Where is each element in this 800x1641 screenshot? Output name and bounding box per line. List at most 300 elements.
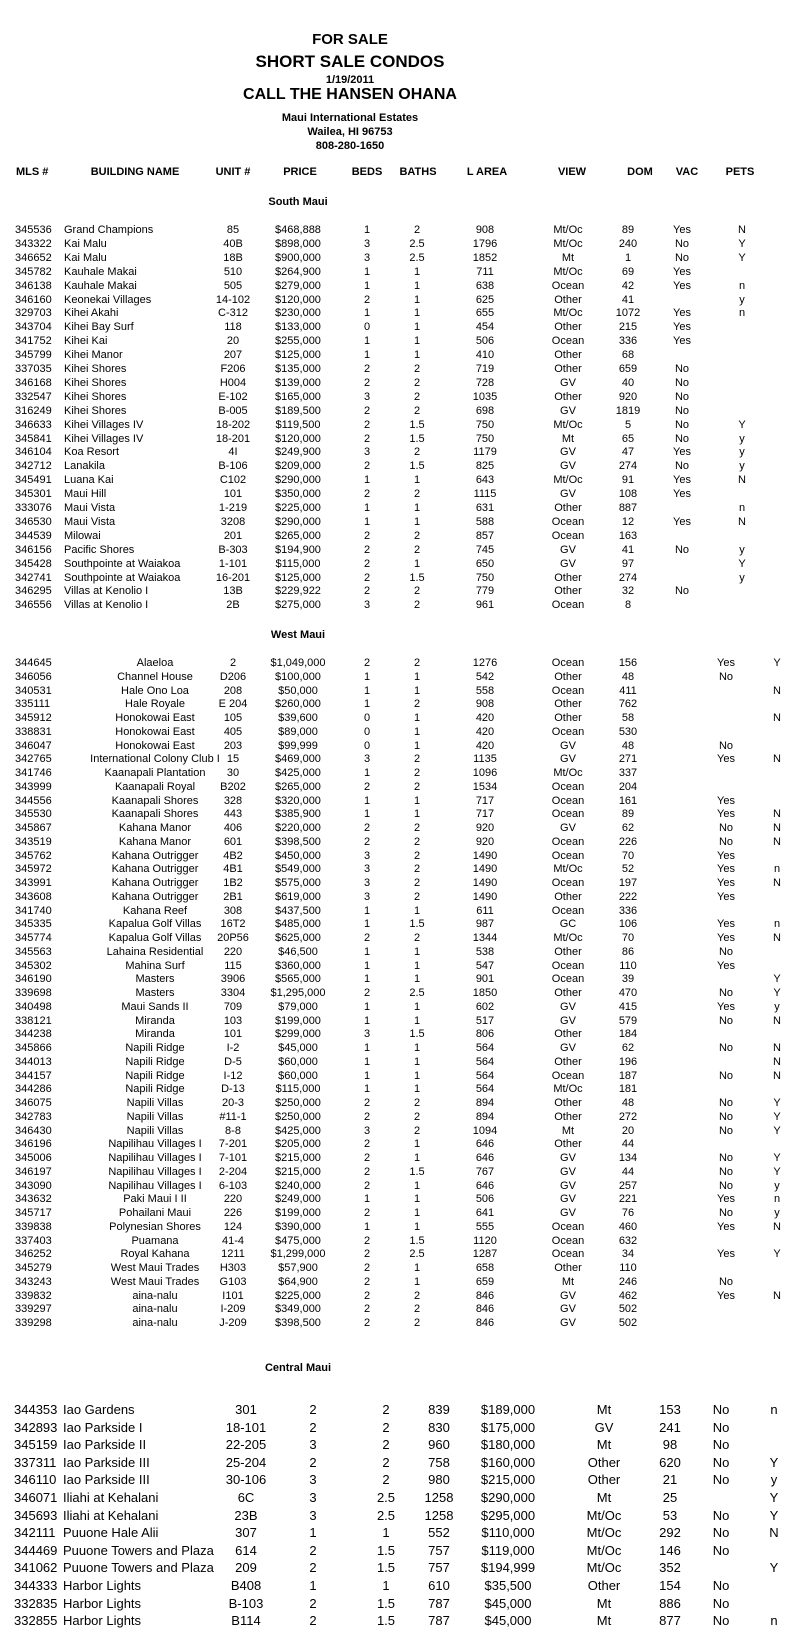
cell-larea: 588 <box>475 516 495 528</box>
cell-beds: 3 <box>363 877 371 889</box>
cell-vac: No <box>718 1042 734 1054</box>
cell-unit: J-209 <box>219 1317 247 1329</box>
cell-dom: 579 <box>618 1015 638 1027</box>
cell-building: Kihei Manor <box>64 349 123 361</box>
listing-row <box>0 363 800 377</box>
cell-building: Napili Villas <box>126 1097 184 1109</box>
cell-view: Mt/Oc <box>553 474 583 486</box>
listing-row <box>0 1402 800 1420</box>
cell-pets: n <box>770 1402 778 1417</box>
cell-building: Kahana Outrigger <box>111 863 199 875</box>
cell-building: West Maui Trades <box>110 1262 200 1274</box>
cell-larea: 839 <box>428 1402 450 1417</box>
cell-dom: 762 <box>618 698 638 710</box>
listing-row <box>0 238 800 252</box>
cell-baths: 2 <box>413 1097 421 1109</box>
cell-baths: 2 <box>413 891 421 903</box>
cell-unit: 614 <box>235 1543 257 1558</box>
cell-building: Masters <box>135 973 175 985</box>
cell-unit: 207 <box>223 349 243 361</box>
cell-price: $45,000 <box>278 1042 318 1054</box>
cell-larea: 420 <box>475 740 495 752</box>
cell-building: Napilihau Villages I <box>108 1166 202 1178</box>
cell-vac: Yes <box>717 657 735 669</box>
cell-pets: y <box>770 1472 778 1487</box>
cell-dom: 58 <box>621 712 635 724</box>
cell-price: $425,000 <box>275 767 321 779</box>
cell-pets: N <box>773 822 781 834</box>
cell-mls: 340498 <box>15 1001 52 1013</box>
cell-price: $35,500 <box>484 1578 532 1593</box>
cell-view: Other <box>554 1028 582 1040</box>
cell-building: Kaanapali Royal <box>114 781 196 793</box>
cell-mls: 339297 <box>15 1303 52 1315</box>
listing-row <box>0 836 800 850</box>
cell-unit: D-13 <box>221 1083 245 1095</box>
listing-row <box>0 446 800 460</box>
cell-unit: H303 <box>219 1262 247 1274</box>
cell-mls: 339298 <box>15 1317 52 1329</box>
cell-dom: 1819 <box>615 405 641 417</box>
cell-pets: Y <box>738 252 746 264</box>
cell-view: Other <box>587 1472 621 1487</box>
listing-row <box>0 1193 800 1207</box>
cell-beds: 3 <box>363 446 371 458</box>
cell-vac: No <box>674 377 690 389</box>
cell-beds: 2 <box>309 1560 317 1575</box>
cell-baths: 1 <box>413 1276 421 1288</box>
cell-larea: 857 <box>475 530 495 542</box>
cell-mls: 341062 <box>14 1560 58 1575</box>
cell-dom: 89 <box>621 224 635 236</box>
cell-vac: Yes <box>673 321 691 333</box>
cell-beds: 2 <box>363 460 371 472</box>
cell-larea: 719 <box>475 363 495 375</box>
cell-beds: 2 <box>309 1402 317 1417</box>
cell-baths: 2 <box>413 1303 421 1315</box>
cell-mls: 343999 <box>15 781 52 793</box>
cell-unit: 25-204 <box>225 1455 267 1470</box>
cell-beds: 2 <box>363 294 371 306</box>
cell-dom: 40 <box>621 377 635 389</box>
cell-building: Puamana <box>131 1235 179 1247</box>
cell-view: Ocean <box>551 795 585 807</box>
cell-building: Honokowai East <box>115 740 195 752</box>
listing-row <box>0 377 800 391</box>
col-unit: UNIT # <box>215 166 251 178</box>
cell-mls: 343322 <box>15 238 52 250</box>
cell-building: Kihei Villages IV <box>64 419 144 431</box>
cell-dom: 32 <box>621 585 635 597</box>
cell-larea: 750 <box>475 433 495 445</box>
cell-view: GC <box>559 918 577 930</box>
cell-view: Other <box>554 1097 582 1109</box>
cell-building: Mahina Surf <box>125 960 185 972</box>
cell-pets: n <box>738 502 746 514</box>
cell-view: Mt <box>561 1276 575 1288</box>
cell-building: Kihei Villages IV <box>64 433 144 445</box>
cell-unit: I-209 <box>220 1303 246 1315</box>
cell-vac: Yes <box>717 808 735 820</box>
cell-baths: 2.5 <box>409 238 425 250</box>
cell-building: Kahana Outrigger <box>111 877 199 889</box>
cell-baths: 1 <box>413 685 421 697</box>
cell-unit: 103 <box>223 1015 243 1027</box>
cell-vac: No <box>718 1276 734 1288</box>
cell-beds: 1 <box>363 1221 371 1233</box>
cell-unit: B114 <box>231 1613 261 1628</box>
cell-dom: 336 <box>618 335 638 347</box>
cell-larea: 806 <box>475 1028 495 1040</box>
listing-row <box>0 1455 800 1473</box>
listing-row <box>0 544 800 558</box>
cell-pets: y <box>739 433 745 445</box>
cell-mls: 346197 <box>15 1166 52 1178</box>
cell-mls: 337403 <box>15 1235 52 1247</box>
cell-larea: 767 <box>475 1166 495 1178</box>
cell-beds: 1 <box>309 1525 317 1540</box>
cell-view: Ocean <box>551 335 585 347</box>
cell-unit: F206 <box>220 363 246 375</box>
cell-mls: 343608 <box>15 891 52 903</box>
cell-dom: 352 <box>659 1560 681 1575</box>
cell-beds: 3 <box>363 238 371 250</box>
cell-price: $299,000 <box>275 1028 321 1040</box>
cell-beds: 1 <box>363 224 371 236</box>
cell-view: Mt/Oc <box>586 1508 622 1523</box>
cell-unit: 18-201 <box>215 433 251 445</box>
cell-view: Other <box>554 698 582 710</box>
cell-beds: 3 <box>363 863 371 875</box>
cell-price: $39,600 <box>278 712 318 724</box>
cell-unit: 101 <box>223 488 243 500</box>
cell-larea: 564 <box>475 1070 495 1082</box>
cell-mls: 346295 <box>15 585 52 597</box>
cell-mls: 345774 <box>15 932 52 944</box>
cell-price: $450,000 <box>275 850 321 862</box>
cell-mls: 345841 <box>15 433 52 445</box>
cell-baths: 2 <box>413 1111 421 1123</box>
cell-pets: N <box>773 1221 781 1233</box>
cell-price: $320,000 <box>275 795 321 807</box>
cell-building: Harbor Lights <box>63 1578 142 1593</box>
cell-dom: 41 <box>621 294 635 306</box>
cell-building: Iao Gardens <box>63 1402 135 1417</box>
listing-row <box>0 1560 800 1578</box>
cell-view: Mt/Oc <box>586 1525 622 1540</box>
listing-row <box>0 863 800 877</box>
cell-vac: Yes <box>717 850 735 862</box>
for-sale-heading: FOR SALE <box>312 31 388 48</box>
cell-view: Other <box>554 946 582 958</box>
cell-beds: 2 <box>363 1303 371 1315</box>
cell-larea: 1094 <box>472 1125 498 1137</box>
cell-view: GV <box>560 1042 576 1054</box>
cell-price: $1,049,000 <box>270 657 326 669</box>
cell-baths: 1 <box>413 973 421 985</box>
cell-larea: 454 <box>475 321 495 333</box>
listing-row <box>0 516 800 530</box>
listing-row <box>0 1235 800 1249</box>
cell-unit: 443 <box>223 808 243 820</box>
cell-pets: Y <box>773 1111 781 1123</box>
cell-beds: 1 <box>363 474 371 486</box>
cell-pets: N <box>773 877 781 889</box>
cell-baths: 2.5 <box>409 1248 425 1260</box>
listing-row <box>0 918 800 932</box>
cell-beds: 3 <box>309 1490 317 1505</box>
cell-price: $265,000 <box>275 781 321 793</box>
cell-larea: 655 <box>475 307 495 319</box>
cell-dom: 41 <box>621 544 635 556</box>
cell-beds: 1 <box>363 960 371 972</box>
cell-view: Ocean <box>551 973 585 985</box>
cell-baths: 2 <box>413 767 421 779</box>
cell-vac: No <box>712 1508 730 1523</box>
cell-dom: 53 <box>662 1508 678 1523</box>
listing-row <box>0 585 800 599</box>
cell-price: $189,500 <box>275 405 321 417</box>
cell-unit: 16-201 <box>215 572 251 584</box>
cell-beds: 1 <box>363 905 371 917</box>
cell-beds: 2 <box>363 488 371 500</box>
cell-dom: 65 <box>621 433 635 445</box>
cell-baths: 1.5 <box>409 419 425 431</box>
cell-baths: 1 <box>413 266 421 278</box>
cell-baths: 1.5 <box>409 1235 425 1247</box>
cell-view: GV <box>560 1180 576 1192</box>
cell-pets: y <box>774 1001 780 1013</box>
cell-larea: 961 <box>475 599 495 611</box>
cell-larea: 410 <box>475 349 495 361</box>
cell-pets: N <box>773 1290 781 1302</box>
cell-dom: 620 <box>659 1455 681 1470</box>
cell-unit: I-2 <box>226 1042 240 1054</box>
cell-mls: 346110 <box>14 1472 57 1487</box>
cell-baths: 2 <box>413 405 421 417</box>
cell-dom: 70 <box>621 932 635 944</box>
cell-view: GV <box>560 460 576 472</box>
cell-price: $180,000 <box>480 1437 536 1452</box>
cell-price: $485,000 <box>275 918 321 930</box>
cell-dom: 460 <box>618 1221 638 1233</box>
cell-price: $79,000 <box>278 1001 318 1013</box>
cell-baths: 1 <box>413 726 421 738</box>
cell-larea: 646 <box>475 1152 495 1164</box>
cell-unit: B-103 <box>228 1596 264 1611</box>
cell-view: Other <box>554 294 582 306</box>
cell-mls: 346190 <box>15 973 52 985</box>
cell-beds: 3 <box>363 753 371 765</box>
cell-vac: Yes <box>717 863 735 875</box>
cell-vac: Yes <box>673 280 691 292</box>
cell-building: Villas at Kenolio I <box>64 599 149 611</box>
cell-price: $279,000 <box>275 280 321 292</box>
cell-building: Luana Kai <box>64 474 114 486</box>
cell-vac: No <box>718 946 734 958</box>
cell-price: $390,000 <box>275 1221 321 1233</box>
cell-beds: 1 <box>363 671 371 683</box>
listing-row <box>0 433 800 447</box>
cell-building: Harbor Lights <box>63 1613 142 1628</box>
cell-baths: 1 <box>413 474 421 486</box>
cell-larea: 717 <box>475 795 495 807</box>
cell-dom: 62 <box>621 822 635 834</box>
cell-mls: 345867 <box>15 822 52 834</box>
cell-vac: No <box>674 405 690 417</box>
cell-baths: 1 <box>413 294 421 306</box>
cell-building: Napilihau Villages I <box>108 1152 202 1164</box>
cell-dom: 76 <box>621 1207 635 1219</box>
cell-view: Mt/Oc <box>553 932 583 944</box>
cell-beds: 1 <box>363 808 371 820</box>
listing-row <box>0 822 800 836</box>
cell-mls: 346047 <box>15 740 52 752</box>
cell-price: $349,000 <box>275 1303 321 1315</box>
cell-building: Napili Ridge <box>125 1042 185 1054</box>
cell-vac: Yes <box>717 960 735 972</box>
cell-view: Ocean <box>551 530 585 542</box>
section-title-central: Central Maui <box>264 1362 331 1374</box>
cell-larea: 611 <box>476 905 494 917</box>
cell-larea: 830 <box>428 1420 450 1435</box>
cell-price: $275,000 <box>275 599 321 611</box>
cell-baths: 2 <box>413 224 421 236</box>
cell-mls: 345762 <box>15 850 52 862</box>
cell-unit: 41-4 <box>221 1235 245 1247</box>
cell-mls: 345866 <box>15 1042 52 1054</box>
cell-building: Southpointe at Waiakoa <box>64 558 181 570</box>
cell-unit: C-312 <box>218 307 248 319</box>
cell-view: Ocean <box>551 280 585 292</box>
cell-beds: 1 <box>363 1056 371 1068</box>
cell-pets: Y <box>769 1560 779 1575</box>
cell-price: $619,000 <box>275 891 321 903</box>
cell-dom: 97 <box>621 558 635 570</box>
cell-beds: 1 <box>363 973 371 985</box>
cell-beds: 2 <box>363 1180 371 1192</box>
cell-view: GV <box>560 1166 576 1178</box>
cell-building: Iliahi at Kehalani <box>63 1508 159 1523</box>
listing-row <box>0 905 800 919</box>
cell-larea: 564 <box>475 1083 495 1095</box>
cell-vac: Yes <box>717 918 735 930</box>
cell-larea: 750 <box>475 419 495 431</box>
cell-beds: 2 <box>363 1166 371 1178</box>
cell-pets: n <box>738 307 746 319</box>
cell-pets: y <box>774 1207 780 1219</box>
cell-price: $135,000 <box>275 363 321 375</box>
cell-price: $475,000 <box>275 1235 321 1247</box>
cell-vac: No <box>712 1578 730 1593</box>
listing-row <box>0 1056 800 1070</box>
cell-price: $290,000 <box>275 516 321 528</box>
cell-building: Masters <box>135 987 175 999</box>
cell-beds: 1 <box>363 795 371 807</box>
cell-pets: N <box>773 685 781 697</box>
cell-pets: y <box>774 1180 780 1192</box>
cell-mls: 342783 <box>15 1111 52 1123</box>
cell-beds: 2 <box>309 1613 317 1628</box>
cell-dom: 877 <box>659 1613 681 1628</box>
cell-vac: No <box>674 238 690 250</box>
cell-dom: 12 <box>621 516 635 528</box>
cell-vac: Yes <box>673 266 691 278</box>
listing-row <box>0 1248 800 1262</box>
cell-larea: 1258 <box>424 1508 454 1523</box>
cell-dom: 68 <box>621 349 635 361</box>
cell-baths: 2 <box>413 530 421 542</box>
listing-row <box>0 1508 800 1526</box>
cell-pets: Y <box>773 657 781 669</box>
cell-pets: N <box>773 1056 781 1068</box>
cell-larea: 1035 <box>472 391 498 403</box>
call-to-action: CALL THE HANSEN OHANA <box>243 86 457 103</box>
listing-row <box>0 1015 800 1029</box>
cell-building: aina-nalu <box>132 1303 178 1315</box>
cell-larea: 650 <box>475 558 495 570</box>
cell-baths: 1 <box>413 1180 421 1192</box>
cell-dom: 886 <box>659 1596 681 1611</box>
cell-building: Villas at Kenolio I <box>64 585 149 597</box>
cell-unit: 4B2 <box>223 850 243 862</box>
cell-dom: 502 <box>618 1317 638 1329</box>
cell-larea: 638 <box>475 280 495 292</box>
cell-baths: 1 <box>413 905 421 917</box>
cell-larea: 980 <box>428 1472 450 1487</box>
cell-building: Kihei Bay Surf <box>64 321 134 333</box>
cell-dom: 89 <box>621 808 635 820</box>
cell-baths: 1 <box>413 712 421 724</box>
cell-mls: 344645 <box>15 657 52 669</box>
cell-price: $215,000 <box>275 1166 321 1178</box>
cell-baths: 1 <box>413 1015 421 1027</box>
cell-mls: 346252 <box>15 1248 52 1260</box>
cell-vac: No <box>674 391 690 403</box>
listing-row <box>0 1303 800 1317</box>
cell-dom: 154 <box>659 1578 681 1593</box>
cell-building: Milowai <box>64 530 101 542</box>
cell-baths: 2 <box>382 1455 390 1470</box>
cell-unit: 13B <box>223 585 243 597</box>
cell-dom: 163 <box>618 530 638 542</box>
cell-price: $160,000 <box>480 1455 536 1470</box>
cell-pets: y <box>739 446 745 458</box>
listing-row <box>0 712 800 726</box>
cell-building: Kihei Shores <box>64 391 127 403</box>
cell-building: Miranda <box>135 1015 175 1027</box>
cell-mls: 342111 <box>14 1525 56 1540</box>
cell-view: GV <box>560 1015 576 1027</box>
agency-phone: 808-280-1650 <box>315 140 385 152</box>
cell-building: Napili Ridge <box>125 1056 185 1068</box>
cell-view: GV <box>560 1303 576 1315</box>
cell-dom: 153 <box>659 1402 681 1417</box>
cell-price: $398,500 <box>275 1317 321 1329</box>
cell-mls: 341752 <box>15 335 52 347</box>
cell-larea: 1796 <box>472 238 498 250</box>
cell-dom: 336 <box>618 905 638 917</box>
cell-building: Maui Hill <box>64 488 107 500</box>
cell-view: Other <box>587 1455 621 1470</box>
cell-larea: 558 <box>475 685 495 697</box>
cell-price: $264,900 <box>275 266 321 278</box>
cell-larea: 779 <box>475 585 495 597</box>
cell-baths: 1.5 <box>376 1560 396 1575</box>
listing-row <box>0 946 800 960</box>
cell-dom: 110 <box>619 960 637 972</box>
cell-beds: 3 <box>309 1437 317 1452</box>
